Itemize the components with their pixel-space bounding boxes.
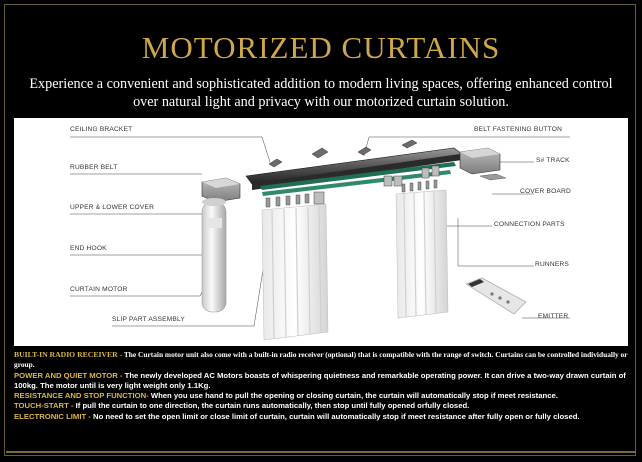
label-belt-fastening-button: BELT FASTENING BUTTON [474, 126, 563, 133]
curtain-diagram [14, 118, 628, 346]
s-track [246, 148, 462, 196]
feature-title: ELECTRONIC LIMIT - [14, 411, 91, 421]
label-s-track: S# TRACK [536, 157, 570, 164]
feature-text: When you use hand to pull the opening or closing curtain, the curtain will automatically stop if meet resistance. [148, 391, 558, 401]
feature-item [14, 350, 628, 371]
feature-title: TOUCH-START - [14, 401, 74, 411]
label-rubber-belt: RUBBER BELT [70, 164, 118, 171]
label-curtain-motor: CURTAIN MOTOR [70, 286, 128, 293]
feature-text: If pull the curtain to one direction, the curtain runs automatically, then stop until fully opened orfully closed. [73, 401, 470, 411]
label-cover-board: COVER BOARD [520, 188, 571, 195]
label-end-hook: END HOOK [70, 245, 107, 252]
curtain-diagram-illustration [14, 118, 628, 346]
feature-item [14, 401, 628, 411]
feature-item [14, 391, 628, 401]
label-slip-part-assembly: SLIP PART ASSEMBLY [112, 316, 185, 323]
feature-title: BUILT-IN RADIO RECEIVER - [14, 350, 123, 359]
feature-text: The newly developed AC Motors boasts of whispering quietness and remarkable operating power. It can drive a two-way drawn curtain of 100kg. The motor until is very light weight only 1.1Kg. [14, 370, 626, 390]
left-curtain [262, 204, 328, 340]
label-emitter: EMITTER [538, 313, 569, 320]
page-title: MOTORIZED CURTAINS [141, 30, 501, 65]
page-subtitle: Experience a convenient and sophisticated addition to modern living spaces, offering enhanced control over natural light and privacy with our motorized curtain solution. [29, 76, 613, 110]
end-box [460, 148, 506, 180]
label-upper-lower-cover: UPPER & LOWER COVER [70, 204, 155, 211]
emitter-remote [466, 278, 526, 314]
motor-head-box [202, 178, 240, 202]
feature-list [14, 350, 628, 422]
feature-item [14, 371, 628, 392]
bottom-divider [6, 451, 636, 453]
feature-title: POWER AND QUIET MOTOR - [14, 370, 123, 380]
label-ceiling-bracket: CEILING BRACKET [70, 126, 133, 133]
right-curtain [396, 190, 448, 318]
label-connection-parts: CONNECTION PARTS [494, 221, 565, 228]
feature-text: The Curtain motor unit also come with a built-in radio receiver (optional) that is compatible with the range of switch. Curtains can be controlled individually or group. [14, 350, 628, 370]
feature-item [14, 412, 628, 422]
label-runners: RUNNERS [535, 261, 570, 268]
feature-title: RESISTANCE AND STOP FUNCTION- [14, 391, 149, 401]
curtain-motor-illustration [202, 198, 226, 312]
feature-text: No need to set the open limit or close limit of curtain, curtain will automatically stop if meet resistance after fully open or fully closed. [90, 411, 580, 421]
